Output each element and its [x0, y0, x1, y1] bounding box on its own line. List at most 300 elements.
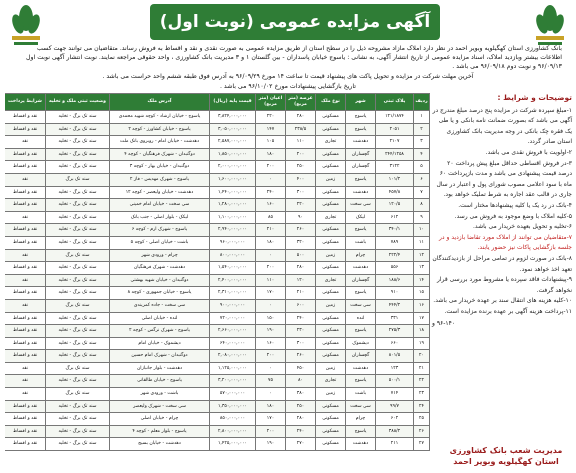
- table-cell: ۱۷: [414, 312, 430, 325]
- column-header: آدرس ملک: [110, 94, 210, 111]
- table-cell: ۱۱: [414, 236, 430, 249]
- table-row: [5, 173, 430, 186]
- table-cell: ۹: [414, 211, 430, 224]
- table-cell: ۲,۵۸۷,۰۰۰,۰۰۰: [210, 136, 256, 149]
- table-cell: سند تک برگ - تخلیه: [46, 413, 110, 426]
- table-cell: ۲۰۰: [256, 262, 286, 275]
- table-cell: ۱۵: [414, 287, 430, 300]
- table-cell: ۱,۴۲۵,۰۰۰,۰۰۰: [210, 438, 256, 451]
- table-cell: ۲,۹۴۰,۰۰۰,۰۰۰: [210, 224, 256, 237]
- table-cell: ۴۵۰: [286, 362, 316, 375]
- table-cell: ۷۱۴: [376, 388, 414, 401]
- table-cell: یاسوج - خیابان کشاورز - کوچه ۲: [110, 123, 210, 136]
- table-cell: مسکونی: [316, 438, 346, 451]
- table-cell: ۳۲۰: [286, 236, 316, 249]
- table-cell: ۱,۳۵۰,۰۰۰,۰۰۰: [210, 400, 256, 413]
- table-cell: سی سخت: [346, 199, 376, 212]
- table-cell: یاسوج - شهرک مهدیس - فاز ۲: [110, 173, 210, 186]
- column-header: وضعیت ثبتی ملک و تخلیه: [46, 94, 110, 111]
- table-cell: ۶۶۰: [376, 337, 414, 350]
- table-cell: ۲۲۲/۴: [376, 249, 414, 262]
- table-cell: ۳۴۰/۱: [376, 224, 414, 237]
- table-cell: سند تک برگ - تخلیه: [46, 337, 110, 350]
- page-title: آگهی مزایده عمومی (نوبت اول): [159, 12, 431, 32]
- table-cell: ۲۳۸/۵: [286, 123, 316, 136]
- table-cell: ۱۲۰/۵: [376, 199, 414, 212]
- table-cell: سند تک برگ: [46, 299, 110, 312]
- note-item: ۷-متقاضیان می توانند از املاک مورد تقاضا بازدید و در جلسه بازگشایی پاکات نیز حضور یابند.: [439, 233, 572, 252]
- table-cell: نقد و اقساط: [5, 400, 46, 413]
- table-cell: چرام - خیابان اصلی: [110, 413, 210, 426]
- table-cell: ۰: [256, 388, 286, 401]
- table-cell: مسکونی: [316, 111, 346, 124]
- table-cell: سی سخت: [346, 299, 376, 312]
- table-cell: مسکونی: [316, 161, 346, 174]
- table-cell: ۱۱۰: [286, 136, 316, 149]
- table-row: [5, 350, 430, 363]
- table-cell: سند تک برگ - تخلیه: [46, 161, 110, 174]
- table-cell: ۱۸۸/۶: [376, 274, 414, 287]
- table-cell: نقد: [5, 249, 46, 262]
- table-cell: ۸: [414, 199, 430, 212]
- table-cell: چرام: [346, 413, 376, 426]
- table-row: [5, 325, 430, 338]
- table-header-row: [5, 94, 430, 111]
- table-cell: باشت - خیابان اصلی - کوچه ۵: [110, 236, 210, 249]
- table-cell: ۲۰۰: [256, 161, 286, 174]
- table-cell: ۱۴۷: [256, 123, 286, 136]
- table-cell: نقد و اقساط: [5, 438, 46, 451]
- table-cell: نقد و اقساط: [5, 413, 46, 426]
- table-cell: دیشموک - خیابان امام: [110, 337, 210, 350]
- table-cell: مسکونی: [316, 287, 346, 300]
- table-row: [5, 425, 430, 438]
- table-cell: ۵۷۰,۰۰۰,۰۰۰: [210, 388, 256, 401]
- table-cell: چرام - ورودی شهر: [110, 249, 210, 262]
- table-cell: ۹۶۰,۰۰۰,۰۰۰: [210, 236, 256, 249]
- table-cell: ۸۰۱/۵: [376, 350, 414, 363]
- table-cell: گچساران: [346, 148, 376, 161]
- table-row: [5, 413, 430, 426]
- table-cell: ۳۳۱: [376, 312, 414, 325]
- table-row: [5, 299, 430, 312]
- table-cell: ۹۰۰,۰۰۰,۰۰۰: [210, 299, 256, 312]
- table-cell: ۷: [414, 186, 430, 199]
- table-cell: نقد و اقساط: [5, 148, 46, 161]
- table-cell: سند تک برگ - تخلیه: [46, 312, 110, 325]
- table-cell: ۲۴: [414, 400, 430, 413]
- table-cell: سند تک برگ - تخلیه: [46, 325, 110, 338]
- table-row: [5, 388, 430, 401]
- table-cell: ۲۷۰: [286, 438, 316, 451]
- table-cell: سند تک برگ - تخلیه: [46, 123, 110, 136]
- table-cell: ۱۸۰: [256, 400, 286, 413]
- table-cell: ۱,۲۸۰,۰۰۰,۰۰۰: [210, 199, 256, 212]
- table-cell: یاسوج - خیابان ارشاد - کوچه شهید محمدی: [110, 111, 210, 124]
- table-cell: ۱۸: [414, 325, 430, 338]
- note-item: ۱-مبلغ سپرده شرکت در مزایده پنج درصد مبلغ مندرج در آگهی می باشد که بصورت ضمانت نامه بانکی و یا طی یک فقره چک بانکی در وجه مدیریت بانک کشاورزی استان صادر گردد.: [432, 106, 572, 146]
- table-cell: ۰: [256, 249, 286, 262]
- table-cell: ۸۵: [256, 211, 286, 224]
- table-cell: ۰: [256, 299, 286, 312]
- note-item: ۹-پیشنهادات فاقد سپرده یا مشروط مورد بررسی قرار نخواهد گرفت.: [436, 276, 572, 294]
- table-cell: گچساران: [346, 161, 376, 174]
- table-cell: یاسوج - بلوار معلم - کوچه ۴: [110, 425, 210, 438]
- signature-line-2: استان کهگیلویه وبویر احمد: [453, 457, 559, 466]
- table-cell: سند تک برگ - تخلیه: [46, 350, 110, 363]
- table-cell: ۲۰: [414, 350, 430, 363]
- table-row: [5, 312, 430, 325]
- table-cell: ۳: [414, 136, 430, 149]
- table-cell: سند تک برگ - تخلیه: [46, 274, 110, 287]
- table-cell: زمین: [316, 299, 346, 312]
- table-cell: نقد و اقساط: [5, 236, 46, 249]
- table-cell: ۱,۵۴۰,۰۰۰,۰۰۰: [210, 262, 256, 275]
- table-cell: ۲۱۰: [256, 224, 286, 237]
- column-header: شرایط پرداخت: [5, 94, 46, 111]
- bank-logo-icon: [8, 2, 44, 50]
- table-cell: سند تک برگ - تخلیه: [46, 287, 110, 300]
- table-cell: تجاری: [316, 274, 346, 287]
- table-cell: نقد: [5, 375, 46, 388]
- table-cell: ۸۵۰,۰۰۰,۰۰۰: [210, 413, 256, 426]
- table-cell: یاسوج: [346, 375, 376, 388]
- table-row: [5, 375, 430, 388]
- table-cell: ۲۵: [414, 413, 430, 426]
- table-cell: ۵۰۰/۱: [376, 375, 414, 388]
- table-cell: ۱۸۰: [256, 148, 286, 161]
- table-cell: سی سخت - جاده کمربندی: [110, 299, 210, 312]
- table-cell: ۱,۱۲۵,۰۰۰,۰۰۰: [210, 362, 256, 375]
- table-cell: ۲۷: [414, 438, 430, 451]
- table-row: [5, 211, 430, 224]
- table-cell: ۱۲۰: [286, 274, 316, 287]
- table-cell: ۶۱۲: [376, 211, 414, 224]
- table-cell: دهدشت: [346, 362, 376, 375]
- table-cell: ۱,۶۰۰,۰۰۰,۰۰۰: [210, 173, 256, 186]
- table-cell: ۲,۶۶۰,۰۰۰,۰۰۰: [210, 325, 256, 338]
- table-cell: نقد: [5, 362, 46, 375]
- table-cell: ۶۰۲: [376, 413, 414, 426]
- table-cell: نقد: [5, 211, 46, 224]
- table-cell: ۱۷۰: [256, 287, 286, 300]
- table-cell: ۲: [414, 123, 430, 136]
- table-cell: ۶: [414, 173, 430, 186]
- table-cell: ۱۶۰: [256, 337, 286, 350]
- table-cell: سند تک برگ - تخلیه: [46, 236, 110, 249]
- deadline-block: [30, 72, 546, 92]
- table-cell: نقد و اقساط: [5, 325, 46, 338]
- table-cell: لنده: [346, 312, 376, 325]
- table-cell: ۲۲۰: [286, 199, 316, 212]
- column-header: قیمت پایه (ریال): [210, 94, 256, 111]
- table-cell: سند تک برگ - تخلیه: [46, 262, 110, 275]
- table-cell: دهدشت - خیابان ولیعصر - کوچه ۱۲: [110, 186, 210, 199]
- note-item: ۱۰-کلیه هزینه های انتقال سند بر عهده خریدار می باشد.: [433, 297, 572, 305]
- table-row: [5, 287, 430, 300]
- table-cell: ۲۱۰: [286, 287, 316, 300]
- table-cell: ۱۰: [414, 224, 430, 237]
- table-cell: لیکک - بلوار اصلی - جنب بانک: [110, 211, 210, 224]
- table-cell: یاسوج: [346, 287, 376, 300]
- table-cell: یاسوج - شهرک نرگس - کوچه ۲: [110, 325, 210, 338]
- table-cell: مسکونی: [316, 262, 346, 275]
- table-row: [5, 274, 430, 287]
- table-cell: ۲,۸۰۰,۰۰۰,۰۰۰: [210, 425, 256, 438]
- table-cell: دهدشت: [346, 438, 376, 451]
- table-cell: ۲۳: [414, 388, 430, 401]
- table-cell: مسکونی: [316, 325, 346, 338]
- notes-title: توضیحات و شرایط :: [497, 93, 572, 102]
- table-row: [5, 249, 430, 262]
- table-row: [5, 199, 430, 212]
- table-cell: باشت - ورودی شهر: [110, 388, 210, 401]
- table-cell: ۲۰۰: [256, 350, 286, 363]
- table-cell: ۹۹/۷: [376, 400, 414, 413]
- table-cell: تجاری: [316, 375, 346, 388]
- column-header: نوع ملک: [316, 94, 346, 111]
- table-cell: ۱۳: [414, 262, 430, 275]
- table-cell: سند تک برگ - تخلیه: [46, 186, 110, 199]
- table-cell: لنده - خیابان اصلی: [110, 312, 210, 325]
- table-cell: نقد و اقساط: [5, 262, 46, 275]
- table-cell: مسکونی: [316, 186, 346, 199]
- table-cell: ۲۳۰: [286, 325, 316, 338]
- column-header: ردیف: [414, 94, 430, 111]
- table-cell: مسکونی: [316, 413, 346, 426]
- table-cell: ۷۸۹: [376, 236, 414, 249]
- table-cell: نقد و اقساط: [5, 123, 46, 136]
- bank-logo-icon: [532, 2, 568, 50]
- table-cell: سند تک برگ - تخلیه: [46, 400, 110, 413]
- table-cell: یاسوج - شهرک ارم - کوچه ۶: [110, 224, 210, 237]
- column-header: پلاک ثبتی: [376, 94, 414, 111]
- table-cell: نقد و اقساط: [5, 312, 46, 325]
- table-cell: باشت: [346, 236, 376, 249]
- signature-block: [446, 445, 566, 467]
- table-cell: یاسوج: [346, 173, 376, 186]
- table-cell: تجاری: [316, 136, 346, 149]
- table-cell: زمین: [316, 249, 346, 262]
- table-cell: نقد و اقساط: [5, 224, 46, 237]
- table-cell: دیشموک: [346, 337, 376, 350]
- table-cell: ۱۹: [414, 337, 430, 350]
- table-cell: ۲۲۰: [256, 111, 286, 124]
- note-item: ۸-بانک در صورت لزوم در تمامی مراحل از بازدیدکنندگان تعهد اخذ خواهد نمود.: [432, 254, 572, 273]
- table-row: [5, 186, 430, 199]
- table-cell: ۱۸۰: [256, 236, 286, 249]
- intro-paragraph: بانک کشاورزی استان کهگیلویه وبویر احمد در نظر دارد املاک مازاد مشروحه ذیل را در سطح استان از طریق مزایده عمومی به صورت نقدی و نقد و اقساط به فروش رساند. متقاضیان می توانند جهت کسب اطلاعات بیشتر وبازدید املاک، اسناد مزایده عمومی از تاریخ انتشار آگهی، به نشانی : یاسوج خیابان پاسداران - بین گلستان ۱ و ۳ مدیریت بانک کشاورزی ، واحد حقوقی مراجعه نمایند.: [37, 45, 562, 61]
- table-cell: نقد: [5, 136, 46, 149]
- table-cell: ۲۱۰۷: [376, 136, 414, 149]
- table-row: [5, 438, 430, 451]
- table-cell: زمین: [316, 388, 346, 401]
- table-cell: نقد و اقساط: [5, 161, 46, 174]
- table-cell: ۲۶۰: [286, 350, 316, 363]
- table-row: [5, 136, 430, 149]
- table-cell: ۲۴۰: [256, 186, 286, 199]
- table-cell: دهدشت - خیابان بسیج: [110, 438, 210, 451]
- table-cell: ۰: [256, 173, 286, 186]
- table-cell: ۸۰: [286, 375, 316, 388]
- table-cell: مسکونی: [316, 312, 346, 325]
- intro-text: [14, 44, 562, 72]
- table-row: [5, 362, 430, 375]
- notes-body: [432, 106, 572, 318]
- table-cell: یاسوج - خیابان جمهوری - کوچه ۸: [110, 287, 210, 300]
- table-cell: ۵۵۶: [376, 262, 414, 275]
- table-cell: ۱۹۰: [256, 325, 286, 338]
- table-cell: سند تک برگ - تخلیه: [46, 425, 110, 438]
- table-cell: ۳,۰۵۰,۰۰۰,۰۰۰: [210, 123, 256, 136]
- table-cell: ۱: [414, 111, 430, 124]
- table-cell: ۱,۱۰۰,۰۰۰,۰۰۰: [210, 211, 256, 224]
- table-cell: چرام: [346, 249, 376, 262]
- title-banner: [150, 4, 440, 40]
- table-cell: یاسوج: [346, 123, 376, 136]
- table-cell: سند تک برگ - تخلیه: [46, 438, 110, 451]
- table-cell: ۷۲۰,۰۰۰,۰۰۰: [210, 312, 256, 325]
- note-item: ۵-کلیه املاک با وضع موجود به فروش می رسد.: [454, 212, 572, 220]
- table-cell: ۲۱۱: [376, 438, 414, 451]
- table-cell: ۲۷۵/۳: [376, 325, 414, 338]
- table-cell: ۲۵۰: [286, 400, 316, 413]
- table-cell: ۳,۸۲۴,۰۰۰,۰۰۰: [210, 111, 256, 124]
- table-cell: مسکونی: [316, 224, 346, 237]
- table-cell: ۱۱۰: [256, 274, 286, 287]
- table-cell: ۱۲۳: [376, 362, 414, 375]
- table-cell: ۲۵۰: [286, 161, 316, 174]
- table-cell: ۱۶۰: [256, 199, 286, 212]
- table-cell: ۲۱: [414, 362, 430, 375]
- table-cell: ۴۵۷/۸: [376, 186, 414, 199]
- table-cell: زمین: [316, 362, 346, 375]
- table-row: [5, 224, 430, 237]
- table-cell: نقد: [5, 388, 46, 401]
- table-cell: سی سخت: [346, 400, 376, 413]
- table-cell: گچساران: [346, 350, 376, 363]
- table-cell: سند تک برگ - تخلیه: [46, 211, 110, 224]
- opening-date-text: تاریخ بازگشایی پیشنهادات مورخ ۹۶/۱۰/۰۲ می باشد .: [219, 82, 357, 90]
- table-cell: نقد: [5, 299, 46, 312]
- table-cell: ۲,۳۱۰,۰۰۰,۰۰۰: [210, 287, 256, 300]
- table-cell: یاسوج - خیابان طالقانی: [110, 375, 210, 388]
- table-cell: باشت: [346, 388, 376, 401]
- table-cell: نقد و اقساط: [5, 199, 46, 212]
- table-cell: سند تک برگ: [46, 388, 110, 401]
- table-cell: ۶۰۰: [286, 299, 316, 312]
- table-cell: ۲۲: [414, 375, 430, 388]
- table-row: [5, 161, 430, 174]
- table-cell: دهدشت - خیابان امام - روبروی بانک ملت: [110, 136, 210, 149]
- table-cell: ۱۹۰: [256, 438, 286, 451]
- table-cell: نقد و اقساط: [5, 425, 46, 438]
- table-cell: ۴: [414, 148, 430, 161]
- table-cell: دهدشت: [346, 186, 376, 199]
- table-cell: دوگنبدان - خیابان شهید بهشتی: [110, 274, 210, 287]
- note-item: ۳-در فروش اقساطی حداقل مبلغ پیش پرداخت ۲۰ درصد قیمت پیشنهادی می باشد و مدت بازپرداخت ۶۰ ماه با سود اعلامی مصوب شورای پول و اعتبار در سال جاری در قالب عقد اجاره به شرط تملیک خواهد بود.: [436, 159, 572, 199]
- table-cell: ۳۸۰: [286, 388, 316, 401]
- table-cell: دهدشت - شهرک فرهنگیان: [110, 262, 210, 275]
- table-cell: مسکونی: [316, 350, 346, 363]
- table-cell: سند تک برگ - تخلیه: [46, 199, 110, 212]
- table-cell: دوگنبدان - شهرک فرهنگیان - کوچه ۴: [110, 148, 210, 161]
- table-cell: ۳۸۸/۲: [376, 425, 414, 438]
- table-cell: سند تک برگ - تخلیه: [46, 111, 110, 124]
- table-cell: مسکونی: [316, 425, 346, 438]
- table-cell: دهدشت: [346, 262, 376, 275]
- table-cell: ۳۱۲۲: [376, 161, 414, 174]
- table-cell: ۲۴۴/۱۲۵۸: [376, 148, 414, 161]
- table-cell: سند تک برگ - تخلیه: [46, 375, 110, 388]
- table-cell: ۱۴: [414, 274, 430, 287]
- table-cell: یاسوج: [346, 425, 376, 438]
- table-cell: ۱۷۰: [256, 413, 286, 426]
- table-cell: ۱,۸۵۰,۰۰۰,۰۰۰: [210, 148, 256, 161]
- table-cell: ۲۴۰: [286, 312, 316, 325]
- table-cell: ۳,۲۰۰,۰۰۰,۰۰۰: [210, 375, 256, 388]
- table-cell: ۲۰۰: [286, 148, 316, 161]
- table-cell: ۰: [256, 362, 286, 375]
- table-cell: زمین: [316, 173, 346, 186]
- table-cell: دهدشت: [346, 136, 376, 149]
- notes-panel: [432, 93, 572, 471]
- table-cell: ۲۶: [414, 425, 430, 438]
- table-cell: نقد و اقساط: [5, 350, 46, 363]
- deadline-text: آخرین مهلت شرکت در مزایده و تحویل پاکت های پیشنهاد قیمت تا ساعت ۱۴ مورخ ۹۶/۰۹/۲۹ به آدرس فوق طبقه ششم واحد حراست می باشد .: [102, 73, 474, 80]
- table-cell: ۶۴۰,۰۰۰,۰۰۰: [210, 337, 256, 350]
- note-item: ۱۱-پرداخت هزینه آگهی بر عهده برنده مزایده است.: [444, 307, 572, 315]
- table-cell: ۲۸۰: [286, 111, 316, 124]
- table-cell: ۵۰۰: [286, 249, 316, 262]
- table-cell: سند تک برگ - تخلیه: [46, 136, 110, 149]
- publish-dates: نوبت انتشار آگهی نوبت اول ۹۶/۰۹/۱۳ و نوبت دوم ۹۶/۰۹/۱۸ می باشد .: [26, 54, 562, 70]
- table-cell: نقد و اقساط: [5, 287, 46, 300]
- table-cell: یاسوج: [346, 111, 376, 124]
- table-cell: ۴۴۴/۲: [376, 299, 414, 312]
- table-cell: مسکونی: [316, 337, 346, 350]
- table-cell: ۲۰۵۱: [376, 123, 414, 136]
- table-cell: نقد: [5, 173, 46, 186]
- table-cell: ۲۸۰: [286, 413, 316, 426]
- properties-table: [5, 93, 430, 451]
- table-cell: گچساران: [346, 274, 376, 287]
- table-cell: ۱۲: [414, 249, 430, 262]
- table-cell: سی سخت - خیابان امام خمینی: [110, 199, 210, 212]
- table-cell: ۲۰۰: [256, 425, 286, 438]
- table-row: [5, 123, 430, 136]
- table-cell: ۱۵۰: [256, 312, 286, 325]
- table-cell: سند تک برگ - تخلیه: [46, 148, 110, 161]
- table-cell: سند تک برگ: [46, 362, 110, 375]
- table-cell: ۴۰۰: [286, 173, 316, 186]
- properties-table-wrapper: [5, 93, 430, 471]
- table-cell: نقد: [5, 274, 46, 287]
- table-cell: سند تک برگ: [46, 249, 110, 262]
- table-cell: دهدشت - بلوار جانبازان: [110, 362, 210, 375]
- table-cell: یاسوج: [346, 325, 376, 338]
- table-cell: ۲,۰۸۰,۰۰۰,۰۰۰: [210, 350, 256, 363]
- notice-code: ۹۶-۱۴۰ و: [432, 320, 456, 328]
- table-cell: ۸۰۰,۰۰۰,۰۰۰: [210, 249, 256, 262]
- table-cell: ۵: [414, 161, 430, 174]
- table-cell: ۹۰: [286, 211, 316, 224]
- table-cell: تجاری: [316, 211, 346, 224]
- table-cell: مسکونی: [316, 400, 346, 413]
- column-header: عرصه (متر مربع): [286, 94, 316, 111]
- table-row: [5, 236, 430, 249]
- table-cell: نقد و اقساط: [5, 337, 46, 350]
